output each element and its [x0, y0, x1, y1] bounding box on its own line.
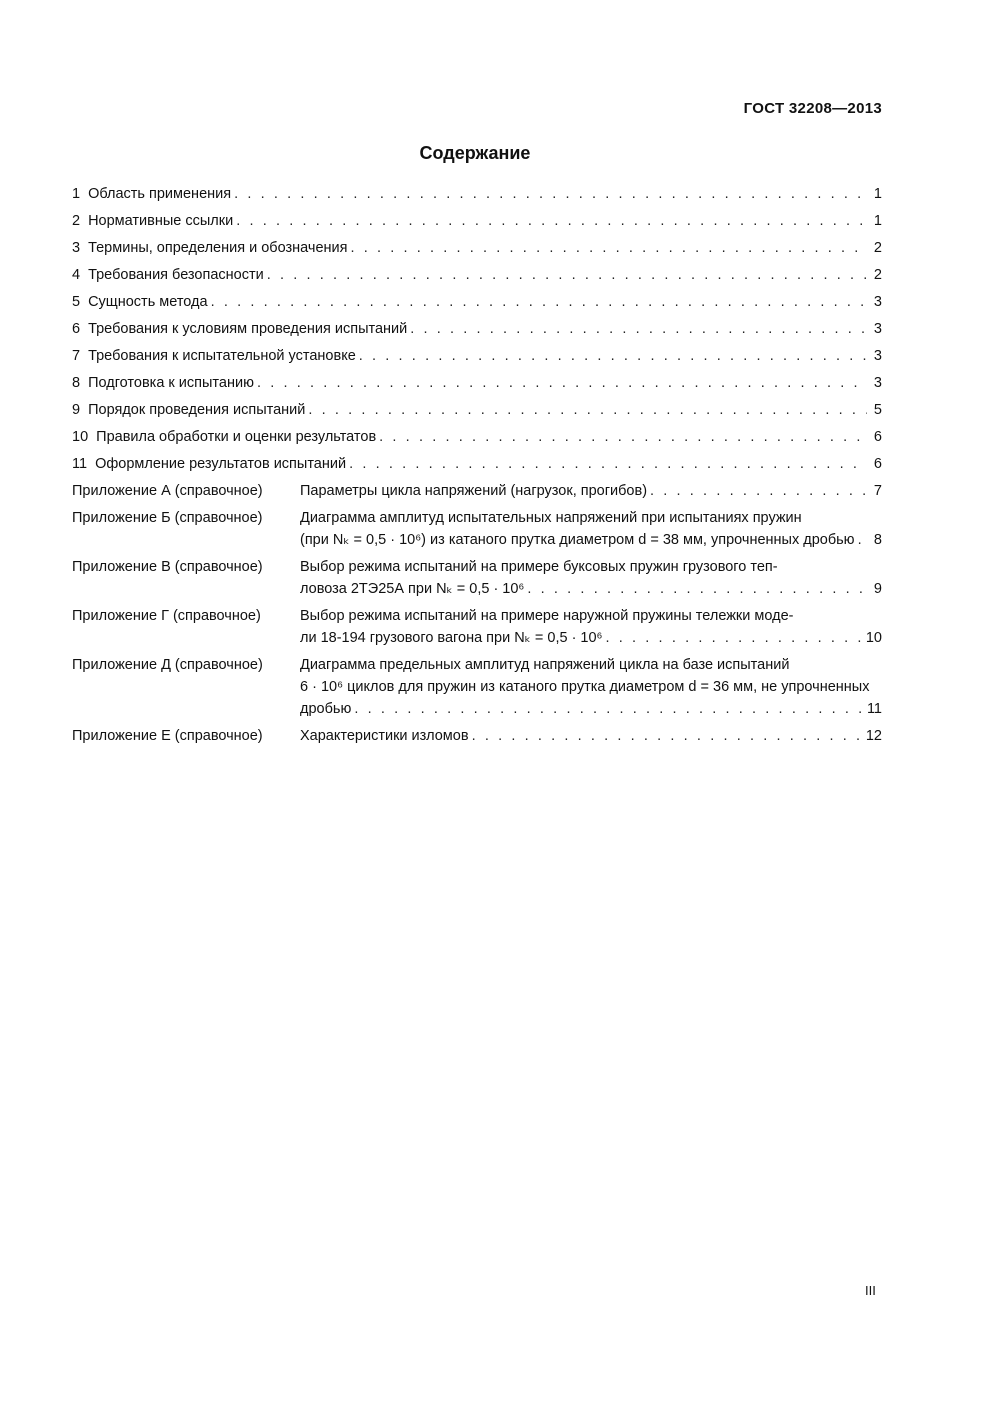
toc-title: Содержание [419, 143, 531, 163]
dot-leader [410, 318, 867, 340]
annex-entry-body [300, 507, 882, 551]
toc-entry-title: дробью [300, 701, 352, 717]
annex-entry-body [300, 725, 882, 747]
toc-entry [72, 372, 882, 394]
dot-leader [257, 372, 867, 394]
toc-entry-line [88, 210, 882, 232]
toc-entry [72, 453, 882, 475]
toc-page-number: 3 [873, 348, 882, 364]
toc-entry-title: Порядок проведения испытаний [88, 402, 306, 418]
toc-entry-body [88, 210, 882, 232]
toc-entry-number: 1 [72, 186, 81, 202]
toc-entry-number: 8 [72, 375, 81, 391]
toc-entry-line [88, 183, 882, 205]
toc-entry-title: Требования безопасности [88, 267, 264, 283]
toc-entry-body [88, 318, 882, 340]
toc-entry-body [88, 399, 882, 421]
toc-entry-body [96, 426, 882, 448]
toc-entry-line [88, 399, 882, 421]
toc-entry-number: 2 [72, 213, 81, 229]
annex-entry [72, 654, 882, 720]
toc-entry-number: 10 [72, 429, 89, 445]
toc-entry-number: 9 [72, 402, 81, 418]
toc-page-number: 2 [873, 267, 882, 283]
dot-leader [350, 237, 867, 259]
toc-page-number: 9 [873, 581, 882, 597]
toc-entry [72, 291, 882, 313]
toc-entry-title: Сущность метода [88, 294, 208, 310]
toc-entry-body [88, 183, 882, 205]
dot-leader [308, 399, 867, 421]
annex-label: Приложение Г (справочное) [72, 608, 261, 624]
toc-entry-number: 11 [72, 456, 88, 472]
toc-entry-title: Область применения [88, 186, 232, 202]
toc-entry-line [300, 725, 882, 747]
annex-label: Приложение Д (справочное) [72, 657, 263, 673]
annex-title-line: Выбор режима испытаний на примере наружной пружины тележки моде- [300, 608, 794, 624]
toc-entry [72, 264, 882, 286]
toc-entry-title: Параметры цикла напряжений (нагрузок, прогибов) [300, 483, 648, 499]
toc-entry-number: 6 [72, 321, 81, 337]
toc-page-number: 3 [873, 321, 882, 337]
toc-entry [72, 318, 882, 340]
annex-label: Приложение А (справочное) [72, 483, 263, 499]
annex-title-line: Выбор режима испытаний на примере буксовых пружин грузового теп- [300, 559, 778, 575]
toc-page-number: 7 [873, 483, 882, 499]
toc-entry-line [300, 480, 882, 502]
toc-entry-title: ловоза 2ТЭ25А при Nₖ = 0,5 · 10⁶ [300, 581, 525, 597]
toc-entry [72, 237, 882, 259]
toc-entry-title: Оформление результатов испытаний [95, 456, 347, 472]
toc-entry-number: 5 [72, 294, 81, 310]
toc-entry-title: Требования к испытательной установке [88, 348, 356, 364]
toc-entry-line [300, 627, 882, 649]
toc-entry-number: 4 [72, 267, 81, 283]
toc-entry-line [96, 426, 882, 448]
toc-entry-line [88, 291, 882, 313]
toc-page-number: 12 [865, 728, 882, 744]
toc-page-number: 3 [873, 375, 882, 391]
toc-page-number: 6 [873, 456, 882, 472]
toc-entry-number: 3 [72, 240, 81, 256]
section-list [72, 183, 882, 475]
toc-page-number: 8 [873, 532, 882, 548]
annex-entry [72, 507, 882, 551]
toc-entry-line [95, 453, 882, 475]
dot-leader [650, 480, 867, 502]
annex-entry [72, 725, 882, 747]
annex-title-line: Диаграмма предельных амплитуд напряжений цикла на базе испытаний [300, 657, 790, 673]
toc-page-number: 11 [866, 701, 882, 717]
toc-entry-body [88, 345, 882, 367]
annex-entry-body [300, 480, 882, 502]
annex-list [72, 480, 882, 747]
toc-entry-body [88, 372, 882, 394]
toc-page-number: 6 [873, 429, 882, 445]
toc-entry-line [300, 698, 882, 720]
annex-label: Приложение Б (справочное) [72, 510, 263, 526]
dot-leader [349, 453, 867, 475]
toc-entry-title: Нормативные ссылки [88, 213, 234, 229]
toc-entry-title: Характеристики изломов [300, 728, 469, 744]
toc-entry [72, 426, 882, 448]
toc-page-number: 3 [873, 294, 882, 310]
toc-entry-line [300, 529, 882, 551]
dot-leader [472, 725, 863, 747]
toc-entry-line [88, 318, 882, 340]
annex-entry-body [300, 605, 882, 649]
dot-leader [236, 210, 867, 232]
dot-leader [267, 264, 867, 286]
toc-page-number: 1 [873, 213, 882, 229]
annex-title-line: 6 · 10⁶ циклов для пружин из катаного прутка диаметром d = 36 мм, не упрочненных [300, 679, 870, 695]
dot-leader [354, 698, 864, 720]
annex-label: Приложение Е (справочное) [72, 728, 263, 744]
dot-leader [527, 578, 867, 600]
dot-leader [858, 529, 867, 551]
annex-entry [72, 605, 882, 649]
toc-entry-body [88, 291, 882, 313]
toc-entry-body [88, 237, 882, 259]
dot-leader [211, 291, 867, 313]
toc-entry-title: Термины, определения и обозначения [88, 240, 348, 256]
dot-leader [379, 426, 867, 448]
toc-entry-line [88, 345, 882, 367]
toc-page-number: 2 [873, 240, 882, 256]
dot-leader [606, 627, 863, 649]
toc-entry-title: Правила обработки и оценки результатов [96, 429, 377, 445]
toc-entry-title: ли 18-194 грузового вагона при Nₖ = 0,5 · 10⁶ [300, 630, 603, 646]
table-of-contents [72, 183, 882, 752]
toc-entry-line [88, 237, 882, 259]
toc-entry-title: Подготовка к испытанию [88, 375, 254, 391]
annex-title-line: Диаграмма амплитуд испытательных напряжений при испытаниях пружин [300, 510, 802, 526]
annex-entry-body [300, 654, 882, 720]
annex-entry [72, 556, 882, 600]
toc-entry-number: 7 [72, 348, 81, 364]
toc-entry-title: Требования к условиям проведения испытаний [88, 321, 408, 337]
toc-entry [72, 183, 882, 205]
toc-page-number: 5 [873, 402, 882, 418]
page-number: III [865, 1283, 876, 1298]
toc-entry-line [88, 264, 882, 286]
toc-entry [72, 399, 882, 421]
toc-entry [72, 210, 882, 232]
annex-label: Приложение В (справочное) [72, 559, 263, 575]
toc-entry [72, 345, 882, 367]
toc-entry-line [88, 372, 882, 394]
toc-entry-line [300, 578, 882, 600]
toc-entry-body [95, 453, 882, 475]
dot-leader [234, 183, 867, 205]
toc-entry-title: (при Nₖ = 0,5 · 10⁶) из катаного прутка диаметром d = 38 мм, упрочненных дробью [300, 532, 855, 548]
toc-entry-body [88, 264, 882, 286]
dot-leader [359, 345, 867, 367]
annex-entry [72, 480, 882, 502]
toc-page-number: 10 [865, 630, 882, 646]
annex-entry-body [300, 556, 882, 600]
toc-page-number: 1 [873, 186, 882, 202]
document-code: ГОСТ 32208—2013 [743, 100, 882, 117]
